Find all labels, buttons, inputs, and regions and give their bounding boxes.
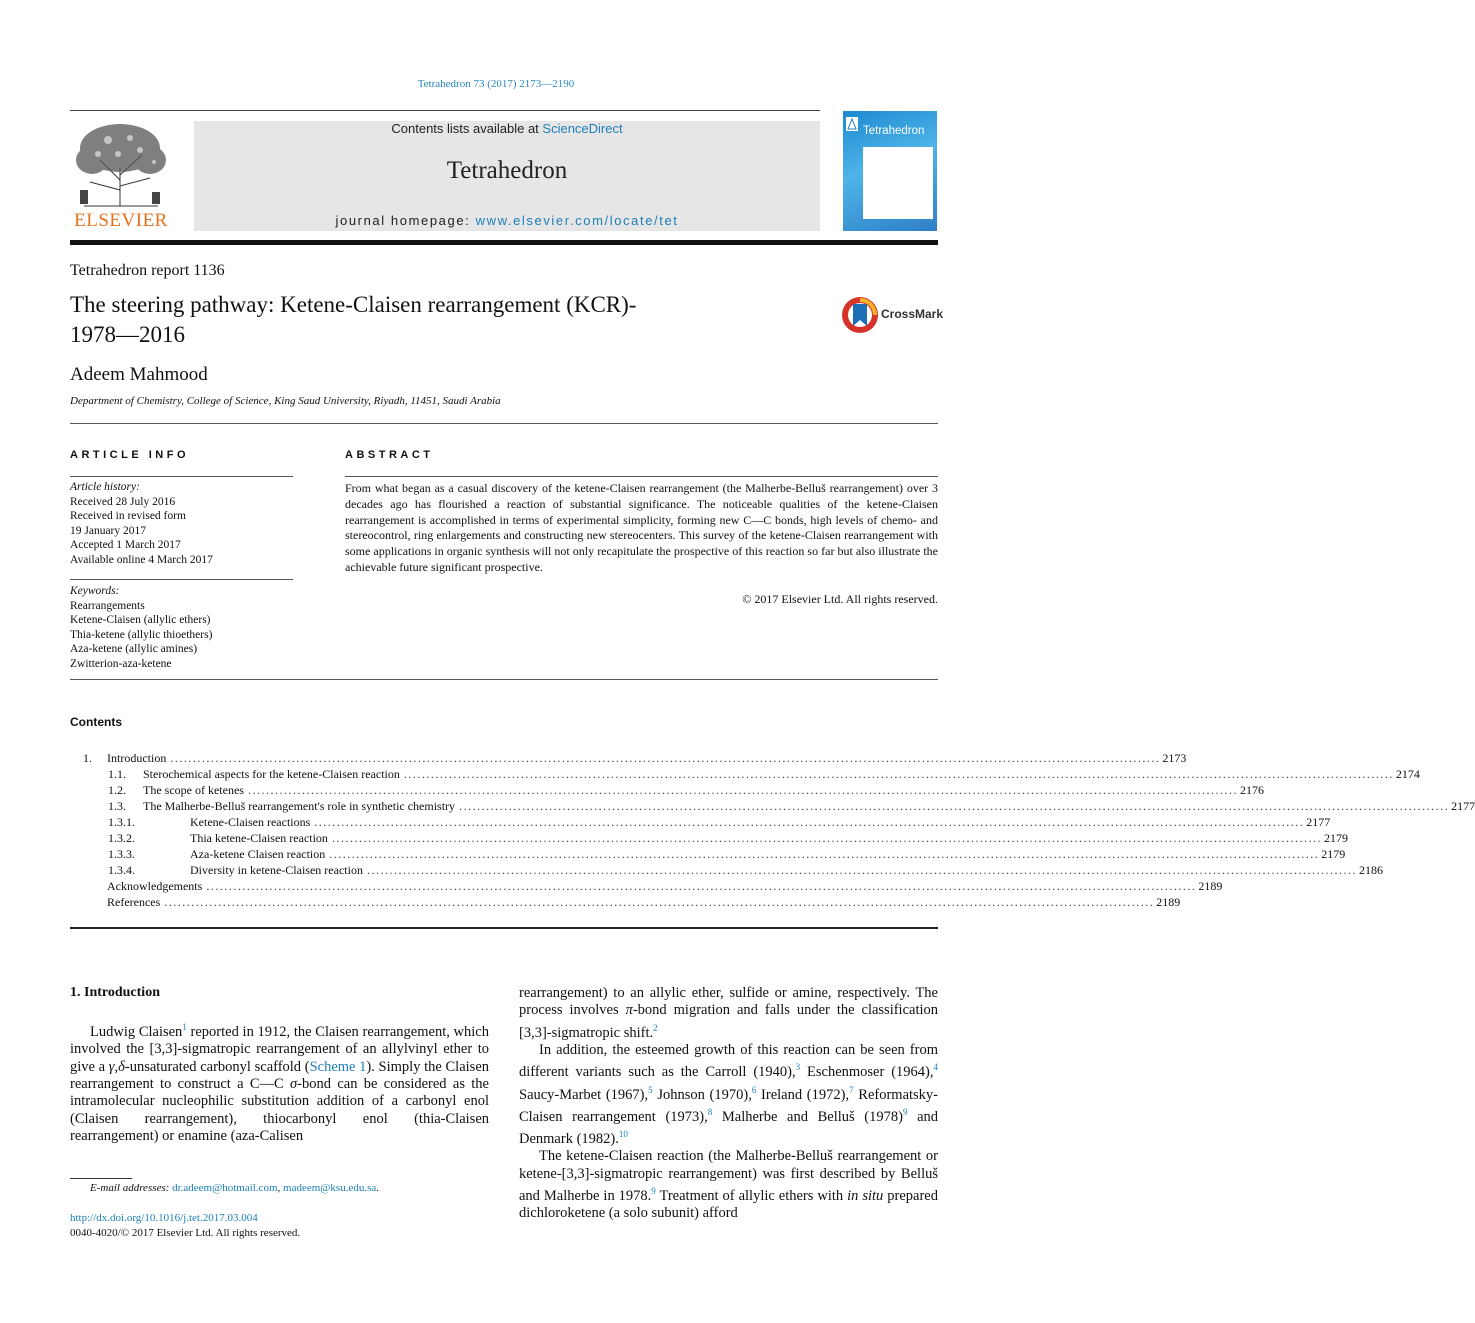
title-line-2: 1978—2016 — [70, 322, 185, 347]
abstract-copyright: © 2017 Elsevier Ltd. All rights reserved. — [742, 592, 938, 606]
article-history — [70, 480, 213, 567]
keyword: Thia-ketene (allylic thioethers) — [70, 628, 213, 641]
elsevier-tree-icon — [70, 120, 172, 208]
toc-title[interactable]: References — [107, 895, 161, 909]
toc-number: 1.3. — [108, 799, 126, 813]
abstract-rule — [345, 476, 938, 477]
issn-copyright: 0040-4020/© 2017 Elsevier Ltd. All rights reserved. — [70, 1227, 301, 1239]
contents-available — [194, 121, 820, 136]
toc-leader: ............................................................................................................................................................................................................................ — [170, 751, 1161, 765]
body-right-column: rearrangement) to an allylic ether, sulfide or amine, respectively. The process involves π-bond migration and falls under the classification [3,3]-sigmatropic shift.$^2$ In addition, the esteemed growth of this reaction can be seen from different variants such as the Carroll (1940),$^3$ Eschenmoser (1964),$^4$ Saucy-Marbet (1967),$^5$ Johnson (1970),$^6$ Ireland (1972),$^7$ Reformatsky-Claisen rearrangement (1973),$^8$ Malherbe and Belluš $(1978)^9$ and Denmark (1982).$^{10}$ The ketene-Claisen reaction (the Malherbe-Belluš rearrangement or ketene-[3,3]-sigmatropic rearrangement) was first described by Belluš and Malherbe in 1978.$^9$ Treatment of allylic ethers with in situ prepared dichloroketene (a solo subunit) afford — [519, 985, 939, 1222]
contents-divider — [70, 927, 938, 929]
toc-title[interactable]: Sterochemical aspects for the ketene-Claisen reaction — [143, 767, 400, 781]
toc-page: 2179 — [1321, 847, 1346, 861]
toc-entry[interactable] — [70, 766, 1420, 782]
table-of-contents — [70, 750, 1475, 910]
keywords-rule — [70, 579, 293, 580]
history-label: Article history: — [70, 481, 140, 493]
cover-title: Tetrahedron — [863, 125, 925, 137]
email-link-2[interactable]: madeem@ksu.edu.sa — [283, 1182, 377, 1194]
homepage-prefix: journal homepage: — [335, 213, 476, 228]
toc-title[interactable]: Ketene-Claisen reactions — [190, 815, 311, 829]
toc-leader: ............................................................................................................................................................................................................................ — [403, 767, 1394, 781]
keyword: Aza-ketene (allylic amines) — [70, 643, 198, 655]
article-info-heading: ARTICLE INFO — [70, 449, 189, 461]
journal-citation[interactable]: Tetrahedron 73 (2017) 2173—2190 — [417, 78, 575, 90]
toc-leader: ............................................................................................................................................................................................................................ — [331, 831, 1322, 845]
homepage-link[interactable]: www.elsevier.com/locate/tet — [475, 213, 679, 228]
elsevier-wordmark: ELSEVIER — [74, 210, 168, 231]
history-item: 19 January 2017 — [70, 524, 147, 537]
keyword: Zwitterion-aza-ketene — [70, 657, 172, 670]
doi-link[interactable]: http://dx.doi.org/10.1016/j.tet.2017.03.004 — [70, 1212, 258, 1224]
toc-leader: ............................................................................................................................................................................................................................ — [247, 783, 1238, 797]
toc-number: 1.3.1. — [108, 815, 135, 829]
keywords — [70, 584, 212, 671]
toc-number: 1.1. — [108, 767, 126, 781]
abstract-heading: ABSTRACT — [345, 449, 434, 461]
journal-masthead — [194, 121, 820, 231]
toc-title[interactable]: Thia ketene-Claisen reaction — [190, 831, 328, 845]
journal-cover[interactable] — [843, 111, 937, 231]
journal-name: Tetrahedron — [446, 157, 568, 184]
email-footnote — [90, 1182, 379, 1194]
contents-heading: Contents — [70, 715, 122, 729]
header-rule — [70, 110, 820, 111]
toc-page: 2179 — [1323, 831, 1348, 845]
toc-entry[interactable] — [70, 894, 1181, 910]
toc-number: 1. — [83, 751, 92, 765]
masthead-divider — [70, 240, 938, 245]
toc-page: 2186 — [1358, 863, 1383, 877]
email-link-1[interactable]: dr.adeem@hotmail.com — [172, 1182, 278, 1194]
toc-page: 2189 — [1198, 879, 1223, 893]
toc-leader: ............................................................................................................................................................................................................................ — [314, 815, 1305, 829]
section-heading-introduction: 1. Introduction — [70, 985, 160, 1000]
toc-title[interactable]: The Malherbe-Belluš rearrangement's role in synthetic chemistry — [143, 799, 456, 813]
toc-entry[interactable] — [70, 798, 1475, 814]
footnote-end: . — [376, 1182, 379, 1194]
toc-number: 1.2. — [108, 783, 126, 797]
history-item: Received in revised form — [70, 510, 186, 522]
toc-leader: ............................................................................................................................................................................................................................ — [206, 879, 1197, 893]
toc-title[interactable]: Acknowledgements — [107, 879, 203, 893]
toc-page: 2177 — [1306, 815, 1331, 829]
crossmark-badge[interactable] — [841, 296, 944, 334]
toc-number: 1.3.2. — [108, 831, 135, 845]
title-line-1: The steering pathway: Ketene-Claisen rearrangement (KCR)- — [70, 292, 637, 317]
abstract-text: From what began as a casual discovery of the ketene-Claisen rearrangement (the Malherbe-Belluš rearrangement) over 3 decades ago has flourished a reaction of substantial significance. The noticeable qualities of the ketene-Claisen rearrangement is accomplished in terms of experimental simplicity, forming new C—C bonds, high levels of chemo- and stereocontrol, ring enlargements and constructing new stereocenters. This survey of the ketene-Claisen rearrangement with some applications in organic synthesis will not only recapitulate the prospective of this reaction so far but also illustrate the achievable future significant prospective. — [345, 481, 938, 574]
elsevier-logo — [70, 120, 172, 232]
keyword: Ketene-Claisen (allylic ethers) — [70, 614, 211, 626]
journal-homepage — [194, 213, 820, 228]
abstract-divider — [70, 679, 938, 680]
toc-leader: ............................................................................................................................................................................................................................ — [329, 847, 1320, 861]
toc-page: 2177 — [1451, 799, 1475, 813]
author-affiliation: Department of Chemistry, College of Science, King Saud University, Riyadh, 11451, Saudi Arabia — [70, 395, 501, 407]
sciencedirect-link[interactable]: ScienceDirect — [542, 121, 623, 136]
body-left-column: Ludwig Claisen$^1$ reported in 1912, the Claisen rearrangement, which involved the [3,3]-sigmatropic rearrangement of an allylvinyl ether to give a γ,δ-unsaturated carbonyl scaffold (Scheme 1). Simply the Claisen rearrangement to construct a C—C σ-bond can be considered as the intramolecular nucleophilic substitution addition of a carbonyl enol (Claisen rearrangement), thiocarbonyl enol (thia-Claisen rearrangement) or enamine (aza-Calisen — [70, 1022, 490, 1145]
crossmark-label: CrossMark — [881, 307, 944, 321]
footnote-label: E-mail addresses: — [90, 1182, 173, 1194]
toc-page: 2176 — [1239, 783, 1264, 797]
history-item: Available online 4 March 2017 — [70, 553, 213, 566]
toc-page: 2189 — [1156, 895, 1181, 909]
toc-title[interactable]: Introduction — [107, 751, 167, 765]
article-title — [70, 290, 750, 350]
toc-page: 2173 — [1162, 751, 1187, 765]
keyword: Rearrangements — [70, 599, 145, 612]
crossmark-icon — [841, 296, 879, 334]
cover-emblem-icon — [846, 117, 858, 131]
report-type: Tetrahedron report 1136 — [70, 262, 225, 279]
toc-title[interactable]: Aza-ketene Claisen reaction — [190, 847, 326, 861]
author-name[interactable]: Adeem Mahmood — [70, 364, 208, 385]
title-divider — [70, 423, 938, 424]
footnote-rule — [70, 1178, 132, 1179]
toc-entry[interactable] — [70, 814, 1331, 830]
history-item: Accepted 1 March 2017 — [70, 539, 181, 551]
footnote-sep: , — [277, 1182, 284, 1194]
toc-entry[interactable] — [70, 878, 1223, 894]
toc-entry[interactable] — [70, 830, 1348, 846]
cover-panel — [863, 147, 933, 219]
keywords-label: Keywords: — [70, 585, 120, 597]
toc-leader: ............................................................................................................................................................................................................................ — [459, 799, 1450, 813]
toc-page: 2174 — [1395, 767, 1420, 781]
contents-prefix: Contents lists available at — [391, 121, 543, 136]
article-info-rule — [70, 476, 293, 477]
toc-leader: ............................................................................................................................................................................................................................ — [164, 895, 1155, 909]
toc-leader: ............................................................................................................................................................................................................................ — [366, 863, 1357, 877]
toc-title[interactable]: The scope of ketenes — [143, 783, 244, 797]
toc-entry[interactable] — [70, 862, 1383, 878]
toc-number: 1.3.4. — [108, 863, 135, 877]
toc-entry[interactable] — [70, 846, 1346, 862]
toc-number: 1.3.3. — [108, 847, 135, 861]
toc-entry[interactable] — [70, 782, 1264, 798]
toc-title[interactable]: Diversity in ketene-Claisen reaction — [190, 863, 363, 877]
toc-entry[interactable] — [70, 750, 1187, 766]
history-item: Received 28 July 2016 — [70, 495, 176, 508]
